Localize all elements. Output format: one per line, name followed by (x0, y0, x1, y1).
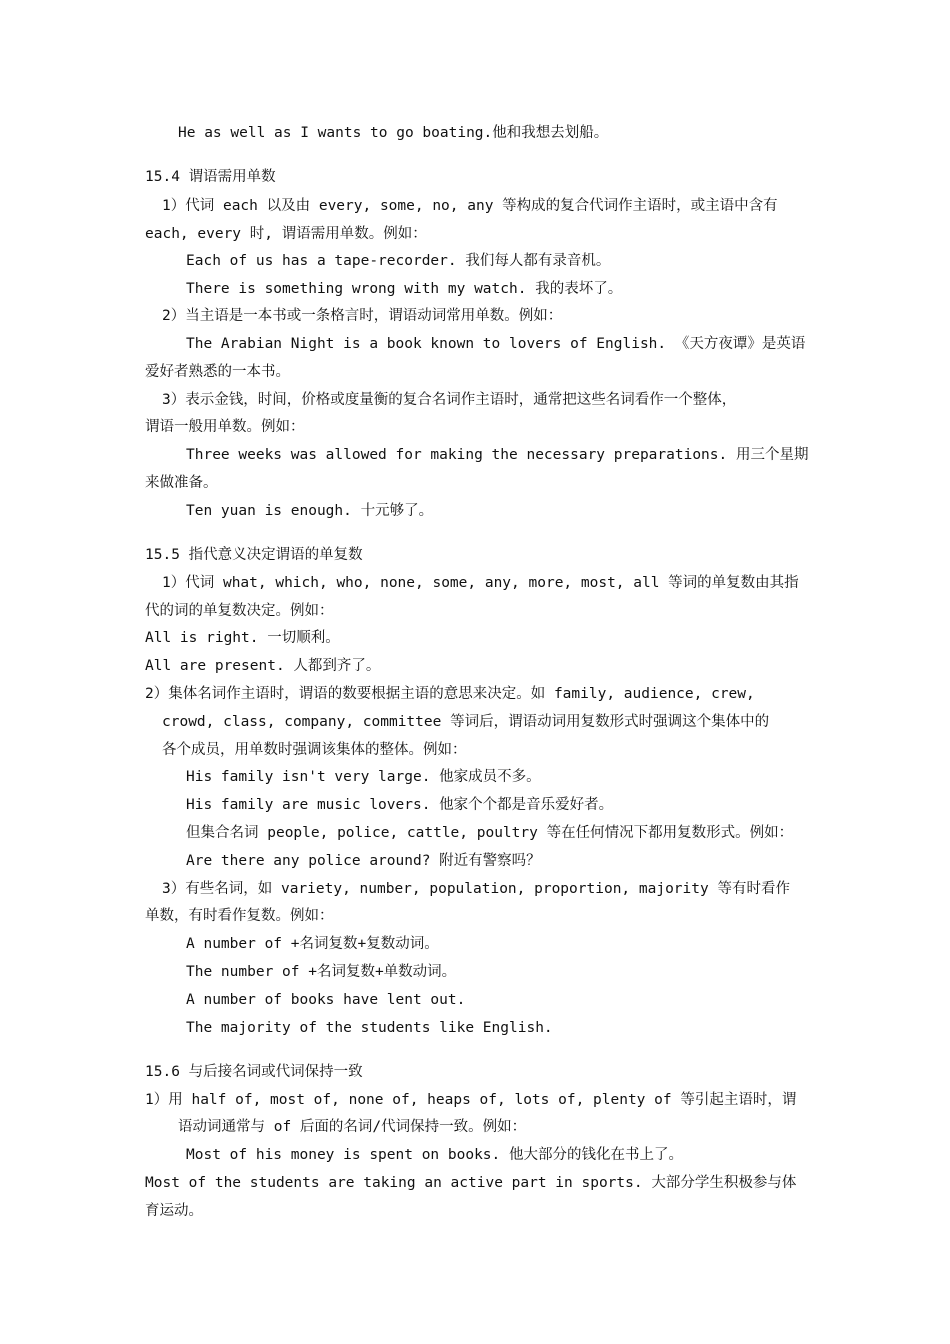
section-heading-15-5: 15.5 指代意义决定谓语的单复数 (145, 547, 363, 563)
example-line-continued: 育运动。 (145, 1203, 203, 1219)
rule-1-line-1: 1）代词 what, which, who, none, some, any, more, most, all 等词的单复数由其指 (162, 575, 799, 591)
example-line: Most of his money is spent on books. 他大部分的钱化在书上了。 (186, 1147, 683, 1163)
section-heading-15-6: 15.6 与后接名词或代词保持一致 (145, 1064, 363, 1080)
example-line: Each of us has a tape-recorder. 我们每人都有录音机。 (186, 253, 611, 269)
example-line: Most of the students are taking an active part in sports. 大部分学生积极参与体 (145, 1175, 797, 1191)
example-line: There is something wrong with my watch. 我的表坏了。 (186, 281, 623, 297)
rule-1-line-2: 代的词的单复数决定。例如： (145, 603, 334, 619)
example-line-continued: 来做准备。 (145, 475, 218, 491)
example-line: The Arabian Night is a book known to lovers of English. 《天方夜谭》是英语 (186, 336, 806, 352)
example-line: All is right. 一切顺利。 (145, 630, 340, 646)
rule-2-line-3: 各个成员，用单数时强调该集体的整体。例如： (162, 742, 467, 758)
intro-example: He as well as I wants to go boating.他和我想去划船。 (178, 125, 609, 141)
note-line: 但集合名词 people, police, cattle, poultry 等在任何情况下都用复数形式。例如： (186, 825, 794, 841)
example-line: The number of +名词复数+单数动词。 (186, 964, 457, 980)
example-line: Ten yuan is enough. 十元够了。 (186, 503, 434, 519)
rule-2-line-2: crowd, class, company, committee 等词后，谓语动词用复数形式时强调这个集体中的 (162, 714, 770, 730)
example-line: A number of books have lent out. (186, 992, 466, 1008)
rule-1-line-1: 1）用 half of, most of, none of, heaps of, lots of, plenty of 等引起主语时，谓 (145, 1092, 797, 1108)
example-line-continued: 爱好者熟悉的一本书。 (145, 364, 290, 380)
rule-3-line-1: 3）有些名词，如 variety, number, population, proportion, majority 等有时看作 (162, 881, 790, 897)
example-line: A number of +名词复数+复数动词。 (186, 936, 439, 952)
example-line: All are present. 人都到齐了。 (145, 658, 381, 674)
rule-2-line: 2）当主语是一本书或一条格言时，谓语动词常用单数。例如： (162, 308, 563, 324)
rule-2-line-1: 2）集体名词作主语时，谓语的数要根据主语的意思来决定。如 family, audience, crew, (145, 686, 755, 702)
example-line: His family are music lovers. 他家个个都是音乐爱好者。 (186, 797, 614, 813)
rule-1-line-1: 1）代词 each 以及由 every, some, no, any 等构成的复合代词作主语时，或主语中含有 (162, 198, 778, 214)
rule-3-line-1: 3）表示金钱，时间，价格或度量衡的复合名词作主语时，通常把这些名词看作一个整体， (162, 392, 737, 408)
rule-1-line-2: each, every 时, 谓语需用单数。例如： (145, 226, 427, 242)
section-heading-15-4: 15.4 谓语需用单数 (145, 169, 276, 185)
example-line: Three weeks was allowed for making the necessary preparations. 用三个星期 (186, 447, 809, 463)
example-line: The majority of the students like English. (186, 1020, 553, 1036)
example-line: His family isn't very large. 他家成员不多。 (186, 769, 541, 785)
rule-1-line-2: 语动词通常与 of 后面的名词/代词保持一致。例如： (178, 1119, 527, 1135)
rule-3-line-2: 单数，有时看作复数。例如： (145, 908, 334, 924)
example-line: Are there any police around? 附近有警察吗？ (186, 853, 541, 869)
rule-3-line-2: 谓语一般用单数。例如： (145, 419, 305, 435)
